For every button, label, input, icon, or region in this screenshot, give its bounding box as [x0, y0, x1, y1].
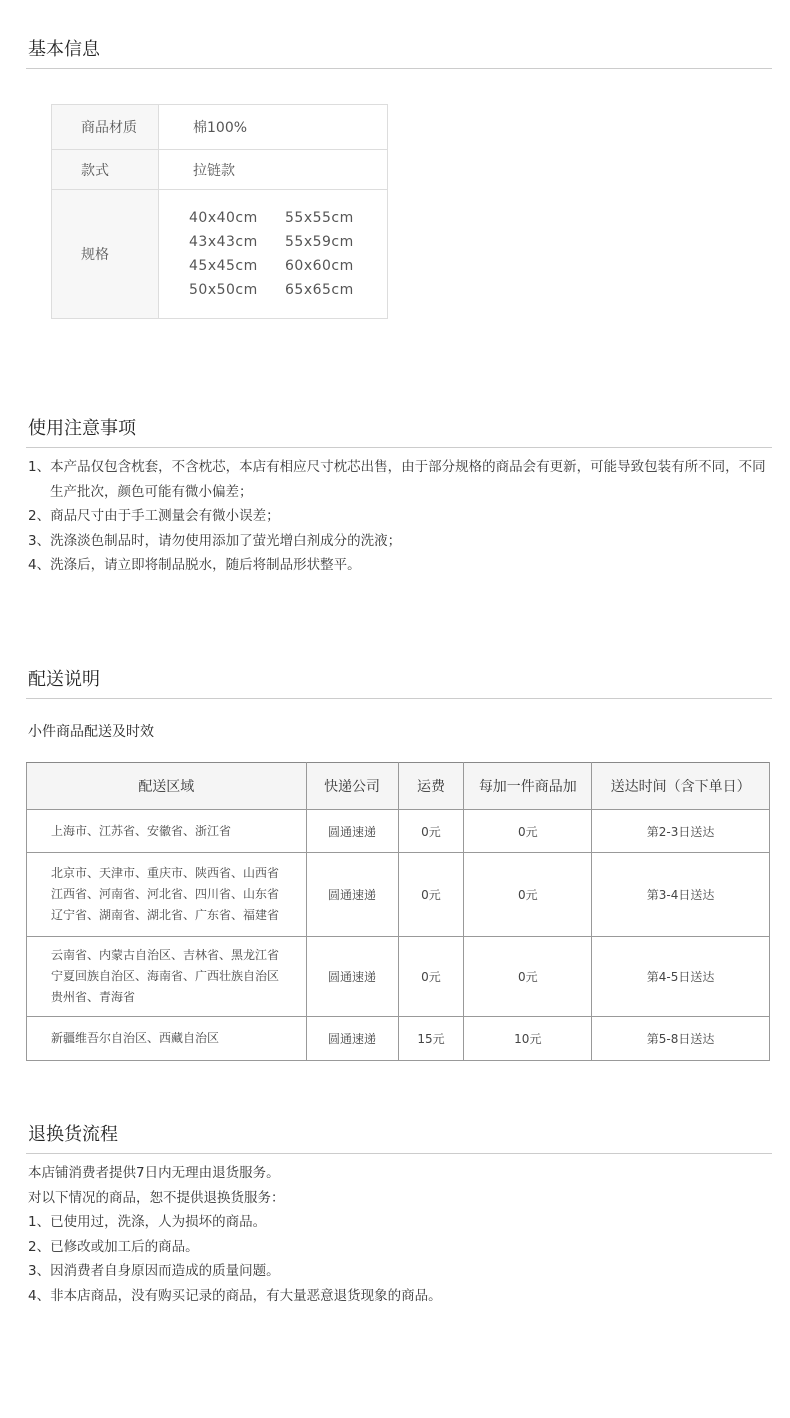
- size-item: 50x50cm: [189, 282, 258, 298]
- basic-info-table: [51, 104, 388, 319]
- region-cell: 上海市、江苏省、安徽省、浙江省: [27, 810, 307, 853]
- size-item: 60x60cm: [285, 258, 354, 274]
- returns-item: 2、已修改或加工后的商品。: [28, 1238, 199, 1255]
- size-item: 43x43cm: [189, 234, 258, 250]
- extra-fee-cell: 0元: [464, 853, 592, 937]
- size-item: 40x40cm: [189, 210, 258, 226]
- material-value: 棉100%: [159, 105, 388, 150]
- header-courier: 快递公司: [306, 763, 398, 810]
- extra-fee-cell: 0元: [464, 810, 592, 853]
- header-extra-fee: 每加一件商品加: [464, 763, 592, 810]
- note-item: 1、本产品仅包含枕套，不含枕芯，本店有相应尺寸枕芯出售，由于部分规格的商品会有更新，可能导致包装有所不同，不同生产批次，颜色可能有微小偏差；: [28, 459, 766, 500]
- region-cell: 新疆维吾尔自治区、西藏自治区: [27, 1017, 307, 1061]
- size-item: 55x59cm: [285, 234, 354, 250]
- fee-cell: 15元: [398, 1017, 464, 1061]
- header-region: 配送区域: [27, 763, 307, 810]
- note-item: 4、洗涤后，请立即将制品脱水，随后将制品形状整平。: [28, 557, 361, 573]
- size-label: 规格: [52, 190, 159, 319]
- size-item: 65x65cm: [285, 282, 354, 298]
- style-value: 拉链款: [159, 150, 388, 190]
- delivery-time-cell: 第3-4日送达: [592, 853, 770, 937]
- courier-cell: 圆通速递: [306, 1017, 398, 1061]
- returns-item: 1、已使用过，洗涤，人为损坏的商品。: [28, 1214, 267, 1230]
- style-label: 款式: [52, 150, 159, 190]
- header-fee: 运费: [398, 763, 464, 810]
- note-item: 2、商品尺寸由于手工测量会有微小误差；: [28, 508, 280, 524]
- returns-item: 本店铺消费者提供7日内无理由退货服务。: [28, 1165, 280, 1181]
- returns-item: 4、非本店商品，没有购买记录的商品，有大量恶意退货现象的商品。: [28, 1287, 442, 1304]
- material-row: [52, 105, 388, 150]
- usage-notes-list: [28, 455, 772, 578]
- extra-fee-cell: 10元: [464, 1017, 592, 1061]
- extra-fee-cell: 0元: [464, 937, 592, 1017]
- size-list: [189, 190, 387, 318]
- returns-title: 退换货流程: [26, 1123, 772, 1154]
- table-row: [27, 937, 770, 1017]
- size-row: [52, 190, 388, 319]
- style-row: [52, 150, 388, 190]
- fee-cell: 0元: [398, 853, 464, 937]
- delivery-subtitle: 小件商品配送及时效: [28, 724, 154, 740]
- note-item: 3、洗涤淡色制品时，请勿使用添加了萤光增白剂成分的洗液；: [28, 532, 402, 549]
- fee-cell: 0元: [398, 937, 464, 1017]
- header-delivery-time: 送达时间（含下单日）: [592, 763, 770, 810]
- region-cell: 北京市、天津市、重庆市、陕西省、山西省 江西省、河南省、河北省、四川省、山东省 辽宁省、湖南省、湖北省、广东省、福建省: [27, 853, 307, 937]
- region-cell: 云南省、内蒙古自治区、吉林省、黑龙江省 宁夏回族自治区、海南省、广西壮族自治区 贵州省、青海省: [27, 937, 307, 1017]
- delivery-time-cell: 第5-8日送达: [592, 1017, 770, 1061]
- shipping-table: [26, 762, 770, 1061]
- returns-item: 对以下情况的商品，恕不提供退换货服务：: [28, 1189, 285, 1206]
- courier-cell: 圆通速递: [306, 853, 398, 937]
- size-item: 45x45cm: [189, 258, 258, 274]
- shipping-header-row: [27, 763, 770, 810]
- table-row: [27, 853, 770, 937]
- material-label: 商品材质: [52, 105, 159, 150]
- delivery-time-cell: 第4-5日送达: [592, 937, 770, 1017]
- usage-notes-title: 使用注意事项: [26, 417, 772, 448]
- delivery-title: 配送说明: [26, 668, 772, 699]
- table-row: [27, 810, 770, 853]
- delivery-time-cell: 第2-3日送达: [592, 810, 770, 853]
- returns-item: 3、因消费者自身原因而造成的质量问题。: [28, 1263, 280, 1279]
- size-item: 55x55cm: [285, 210, 354, 226]
- fee-cell: 0元: [398, 810, 464, 853]
- returns-list: [28, 1161, 772, 1308]
- courier-cell: 圆通速递: [306, 937, 398, 1017]
- table-row: [27, 1017, 770, 1061]
- basic-info-title: 基本信息: [26, 38, 772, 69]
- courier-cell: 圆通速递: [306, 810, 398, 853]
